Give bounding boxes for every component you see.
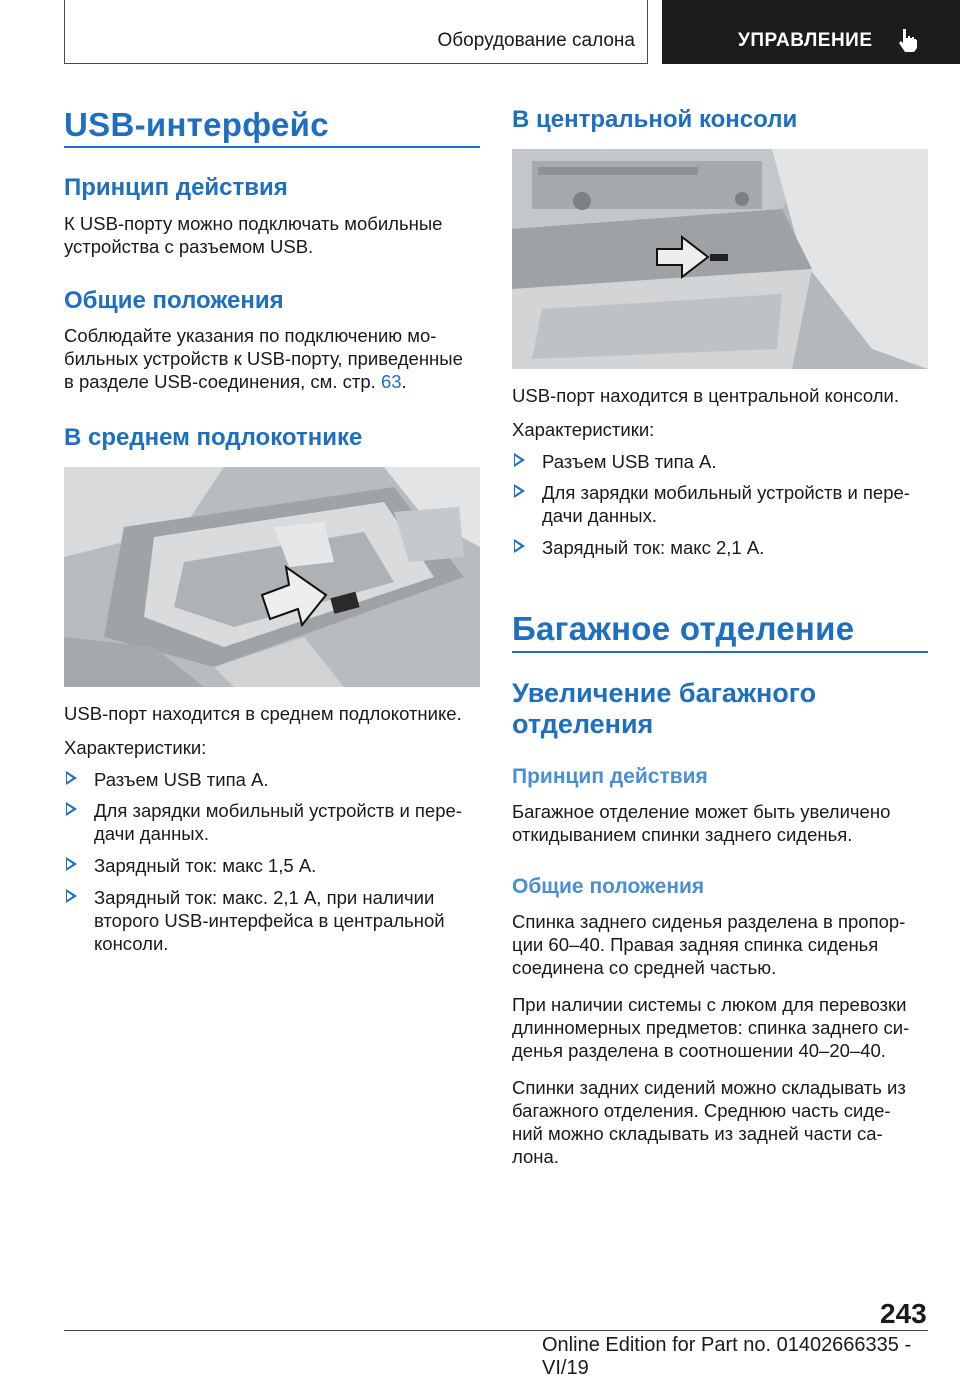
- text-line: денья разделена в соотношении 40–20–40.: [512, 1040, 886, 1061]
- text-line: Соблюдайте указания по подключению мо-: [64, 325, 437, 346]
- text-line: в разделе USB-соединения, см. стр. 63.: [64, 371, 407, 392]
- bullet-triangle-icon: [66, 889, 77, 903]
- heading-line: Увеличение багажного: [512, 678, 817, 708]
- console-caption: USB-порт находится в центральной консоли.: [512, 385, 899, 406]
- text-line: Для зарядки мобильный устройств и пере-: [542, 482, 910, 503]
- text-line: ний можно складывать из задней части са-: [512, 1123, 883, 1144]
- bullet-triangle-icon: [514, 453, 525, 467]
- bullet-triangle-icon: [66, 802, 77, 816]
- header-section-title: Оборудование салона: [437, 30, 635, 51]
- armrest-features-label: Характеристики:: [64, 737, 207, 758]
- text-line: дачи данных.: [94, 823, 209, 844]
- header-section-box: [64, 0, 648, 64]
- bullet-triangle-icon: [66, 771, 77, 785]
- console-heading: В центральной консоли: [512, 106, 798, 133]
- text-line: бильных устройств к USB-порту, приведенные: [64, 348, 463, 369]
- text-line: длинномерных предметов: спинка заднего си-: [512, 1017, 910, 1038]
- luggage-principle-text: [512, 800, 928, 846]
- list-item: [64, 799, 510, 845]
- text-line: багажного отделения. Среднюю часть сиде-: [512, 1100, 891, 1121]
- text-line: Разъем USB типа A.: [94, 769, 269, 790]
- text-line: дачи данных.: [542, 505, 657, 526]
- text-line: соединена со средней частью.: [512, 957, 777, 978]
- page-title: USB-интерфейс: [64, 106, 329, 143]
- text-line: откидыванием спинки заднего сиденья.: [512, 824, 853, 845]
- text-line: Зарядный ток: макс 2,1 А.: [542, 537, 765, 558]
- list-item: [512, 536, 958, 559]
- text-line: Разъем USB типа A.: [542, 451, 717, 472]
- text-line: второго USB-интерфейса в центральной: [94, 910, 445, 931]
- text-line: Спинка заднего сиденья разделена в пропор-: [512, 911, 906, 932]
- footer-rule: [64, 1330, 928, 1331]
- text-line: устройства с разъемом USB.: [64, 236, 314, 257]
- list-item: [64, 854, 510, 877]
- text-line: К USB-порту можно подключать мобильные: [64, 213, 443, 234]
- edition-note: Online Edition for Part no. 01402666335 - VI/19: [542, 1334, 912, 1379]
- title-rule: [64, 146, 480, 148]
- list-item: [512, 481, 958, 527]
- text-line: лона.: [512, 1146, 559, 1167]
- enlarge-heading: [512, 678, 928, 740]
- luggage-rule: [512, 651, 928, 653]
- page-link[interactable]: 63: [380, 371, 402, 392]
- list-item: [64, 768, 510, 791]
- console-features-label: Характеристики:: [512, 419, 655, 440]
- text-line: При наличии системы с люком для перевозки: [512, 994, 907, 1015]
- luggage-general-para-3: [512, 1076, 928, 1168]
- hand-pointer-icon: [894, 26, 922, 54]
- text-line: Спинки задних сидений можно складывать из: [512, 1077, 906, 1098]
- armrest-heading: В среднем подлокотнике: [64, 424, 363, 451]
- principle-text: [64, 212, 480, 258]
- text-line: Зарядный ток: макс 1,5 А.: [94, 855, 317, 876]
- luggage-general-para-2: [512, 993, 928, 1062]
- armrest-usb-photo: [64, 467, 480, 687]
- text-line: Багажное отделение может быть увеличено: [512, 801, 891, 822]
- luggage-title: Багажное отделение: [512, 610, 855, 647]
- bullet-triangle-icon: [514, 539, 525, 553]
- list-item: [512, 450, 958, 473]
- page-number: 243: [880, 1298, 927, 1329]
- heading-line: отделения: [512, 709, 654, 739]
- list-item: [64, 886, 510, 955]
- general-text: [64, 324, 480, 393]
- principle-heading: Принцип действия: [64, 174, 288, 201]
- luggage-general-heading: Общие положения: [512, 875, 705, 898]
- header-chapter-title: УПРАВЛЕНИЕ: [738, 30, 873, 51]
- console-usb-photo: [512, 149, 928, 369]
- text-line: Зарядный ток: макс. 2,1 А, при наличии: [94, 887, 435, 908]
- bullet-triangle-icon: [66, 857, 77, 871]
- bullet-triangle-icon: [514, 484, 525, 498]
- header-chapter-box[interactable]: [662, 0, 960, 64]
- text-line: ции 60–40. Правая задняя спинка сиденья: [512, 934, 879, 955]
- text-line: консоли.: [94, 933, 169, 954]
- luggage-principle-heading: Принцип действия: [512, 765, 708, 788]
- general-heading: Общие положения: [64, 287, 284, 314]
- armrest-caption: USB-порт находится в среднем подлокотнике.: [64, 703, 462, 724]
- text-line: Для зарядки мобильный устройств и пере-: [94, 800, 462, 821]
- luggage-general-para-1: [512, 910, 928, 979]
- text-segment: в разделе USB-соединения, см. стр.: [64, 371, 376, 392]
